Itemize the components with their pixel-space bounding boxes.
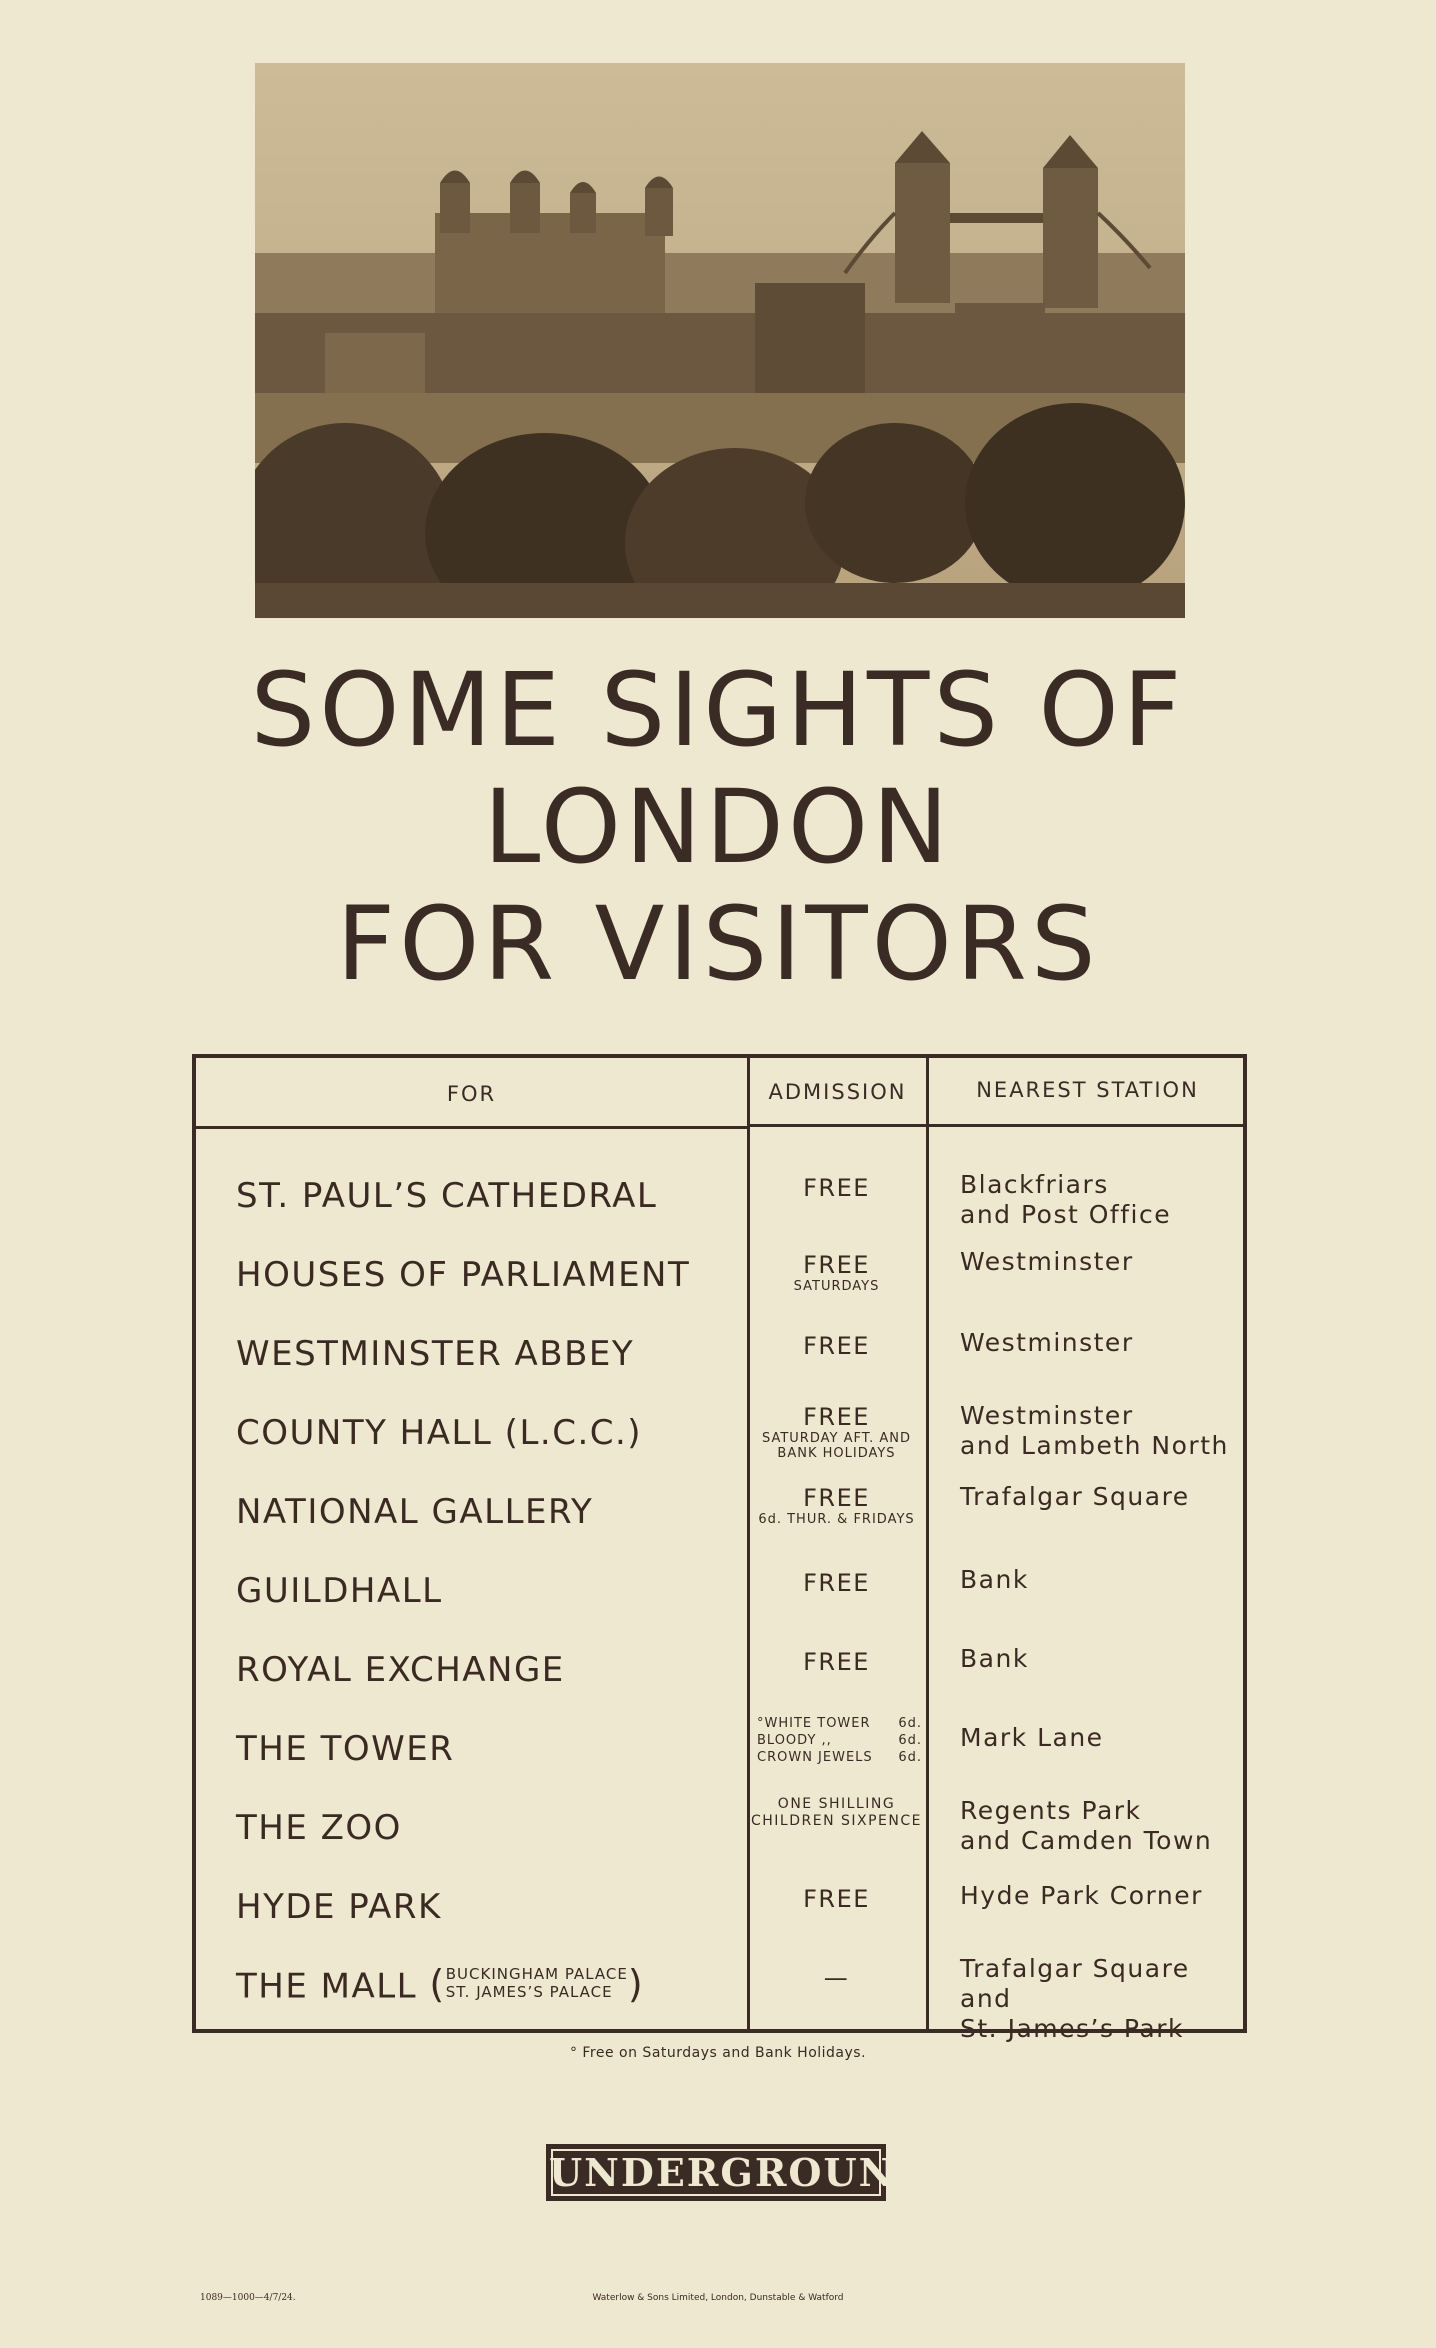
station-line: Westminster: [960, 1401, 1134, 1430]
station: [960, 1644, 1029, 1674]
admission-item-price: 6d.: [898, 1716, 922, 1731]
station-line: Trafalgar Square: [960, 1482, 1190, 1511]
place-name: COUNTY HALL (L.C.C.): [236, 1413, 643, 1453]
station-line: St. James’s Park: [960, 2014, 1184, 2043]
admission: [749, 1796, 924, 1830]
table-row: [196, 1628, 1243, 1707]
place-name: THE TOWER: [236, 1729, 455, 1769]
header-divider: [196, 1126, 747, 1129]
admission: [749, 1484, 924, 1527]
paren-close: ): [627, 1962, 645, 2006]
tower-of-london-photo: [255, 63, 1185, 618]
admission-note: SATURDAY AFT. AND BANK HOLIDAYS: [761, 1431, 912, 1461]
admission-value: FREE: [803, 1174, 870, 1202]
admission-value: FREE: [803, 1332, 870, 1360]
place-name: [236, 1962, 645, 2010]
station-line: and Post Office: [960, 1200, 1172, 1229]
title-line-3: FOR VISITORS: [336, 885, 1100, 1004]
station: [960, 1328, 1134, 1358]
admission: [749, 1648, 924, 1676]
admission-line: ONE SHILLING: [777, 1796, 896, 1812]
admission: [749, 1174, 924, 1202]
table-row: [196, 1707, 1243, 1786]
place-name: HYDE PARK: [236, 1887, 442, 1927]
admission: [749, 1332, 924, 1360]
place-name: THE ZOO: [236, 1808, 402, 1848]
footnote: ° Free on Saturdays and Bank Holidays.: [569, 2045, 867, 2061]
admission: [749, 1569, 924, 1597]
admission-item: [757, 1749, 922, 1766]
table-row: [196, 1865, 1243, 1944]
place-sub: [446, 1965, 628, 2001]
admission-value: FREE: [803, 1569, 870, 1597]
admission-item-price: 6d.: [898, 1750, 922, 1765]
admission-value: FREE: [803, 1403, 870, 1431]
table-row: [196, 1944, 1243, 2043]
admission-item-label: BLOODY ,,: [757, 1733, 832, 1748]
place-name: NATIONAL GALLERY: [236, 1492, 594, 1532]
place-name: GUILDHALL: [236, 1571, 443, 1611]
admission-line: CHILDREN SIXPENCE: [751, 1813, 922, 1829]
station: [960, 1401, 1229, 1461]
table-row: [196, 1312, 1243, 1391]
place-name: ST. PAUL’S CATHEDRAL: [236, 1176, 658, 1216]
header-divider: [747, 1124, 926, 1127]
station: [960, 1723, 1104, 1753]
table-row: [196, 1470, 1243, 1549]
paren-open: (: [429, 1962, 446, 2006]
station-line: Westminster: [960, 1328, 1134, 1357]
station-line: Mark Lane: [960, 1723, 1104, 1752]
station: [960, 1247, 1134, 1277]
admission: [749, 1885, 924, 1913]
admission: [749, 1964, 924, 1992]
place-sub-line: ST. JAMES’S PALACE: [445, 1983, 613, 2001]
header-for: FOR: [446, 1082, 497, 1106]
place-name: HOUSES OF PARLIAMENT: [236, 1255, 691, 1295]
title-line-2: LONDON: [483, 768, 953, 887]
header-divider: [926, 1124, 1246, 1127]
station-line: and Lambeth North: [960, 1431, 1229, 1460]
admission-note: SATURDAYS: [793, 1279, 880, 1294]
station-line: Blackfriars: [960, 1170, 1109, 1199]
admission-note: 6d. THUR. & FRIDAYS: [758, 1512, 915, 1527]
admission-value: FREE: [803, 1648, 870, 1676]
station: [960, 1796, 1212, 1856]
admission-item-label: CROWN JEWELS: [757, 1750, 873, 1765]
poster-title: [0, 652, 1436, 1003]
print-code: 1089—1000—4/7/24.: [200, 2293, 296, 2303]
table-row: [196, 1786, 1243, 1865]
admission-item: [757, 1732, 922, 1749]
admission-item-price: 6d.: [898, 1733, 922, 1748]
station-line: Hyde Park Corner: [960, 1881, 1203, 1910]
admission-value: —: [823, 1964, 850, 1992]
printer-credit: Waterlow & Sons Limited, London, Dunstable & Watford: [592, 2293, 844, 2303]
place-name-text: THE MALL: [236, 1966, 418, 2007]
station: [960, 1565, 1029, 1595]
admission: [749, 1251, 924, 1294]
station-line: and Camden Town: [960, 1826, 1213, 1855]
table-row: [196, 1391, 1243, 1470]
place-name: WESTMINSTER ABBEY: [236, 1334, 635, 1374]
table-row: [196, 1549, 1243, 1628]
station: [960, 1170, 1171, 1230]
admission-list: [757, 1715, 922, 1766]
place-sub-line: BUCKINGHAM PALACE: [445, 1965, 628, 1983]
underground-logo: UNDERGROUND: [546, 2144, 886, 2201]
station: [960, 1482, 1190, 1512]
header-station: NEAREST STATION: [976, 1078, 1199, 1102]
admission-item: [757, 1715, 922, 1732]
station-line: Bank: [960, 1565, 1029, 1594]
admission-value: FREE: [803, 1484, 870, 1512]
table-row: [196, 1154, 1243, 1233]
table-row: [196, 1233, 1243, 1312]
station-line: Bank: [960, 1644, 1029, 1673]
header-admission: ADMISSION: [768, 1080, 907, 1104]
admission-item-label: °WHITE TOWER: [757, 1716, 871, 1731]
admission: [749, 1403, 924, 1461]
station: [960, 1881, 1203, 1911]
station: [960, 1954, 1243, 2044]
station-line: Trafalgar Square and: [960, 1954, 1190, 2013]
station-line: Regents Park: [960, 1796, 1142, 1825]
admission-value: FREE: [803, 1251, 870, 1279]
title-line-1: SOME SIGHTS OF: [250, 651, 1186, 770]
station-line: Westminster: [960, 1247, 1134, 1276]
admission-value: FREE: [803, 1885, 870, 1913]
sights-table: [192, 1054, 1247, 2043]
place-name: ROYAL EXCHANGE: [236, 1650, 565, 1690]
